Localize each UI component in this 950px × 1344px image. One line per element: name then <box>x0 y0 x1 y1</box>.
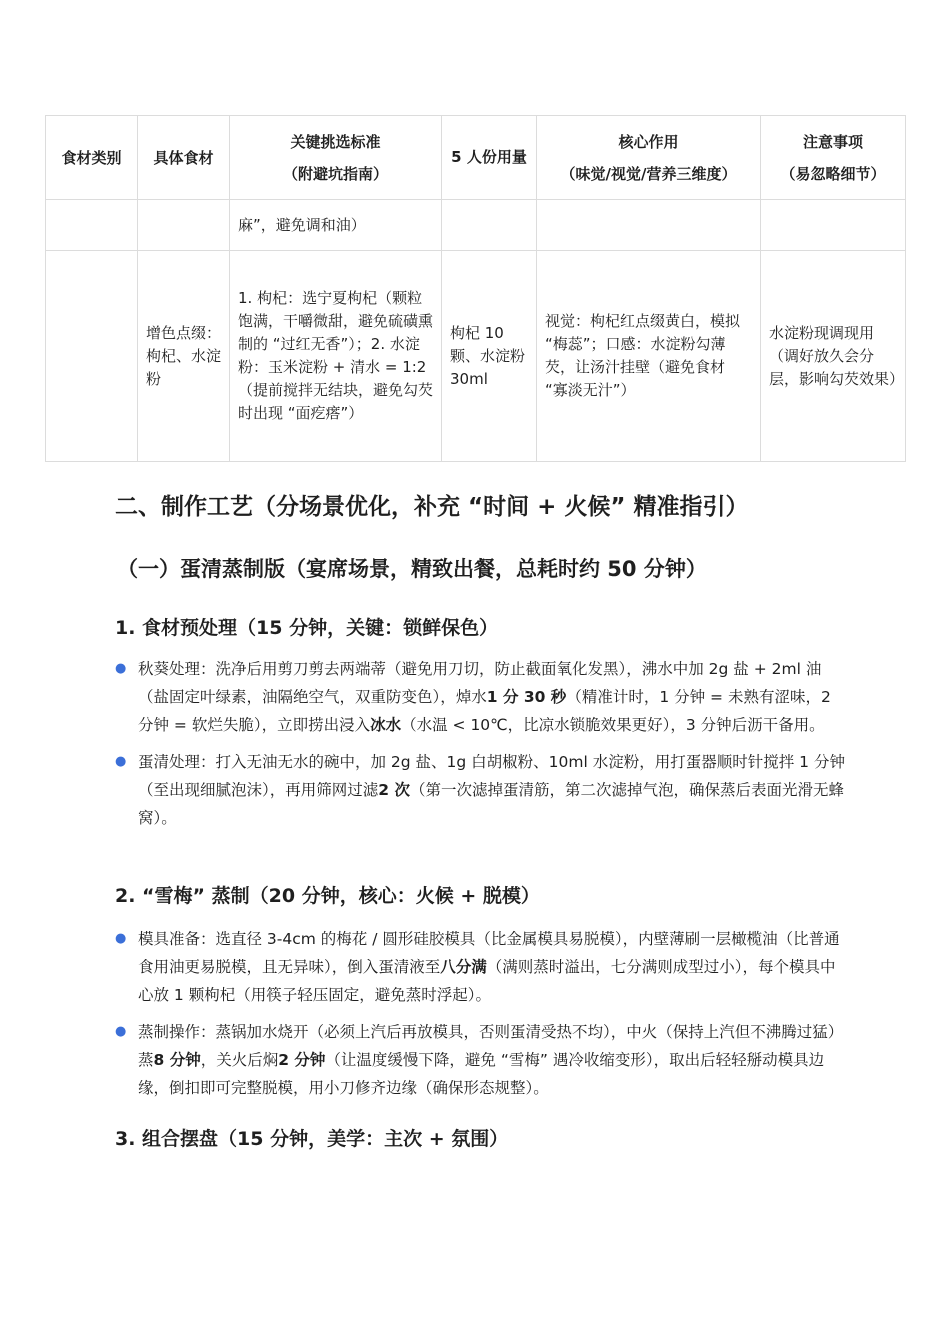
cell-category <box>46 200 138 251</box>
cell-notes: 水淀粉现调现用（调好放久会分层，影响勾芡效果） <box>761 251 906 462</box>
text-segment: ，关火后焖 <box>200 1051 279 1069</box>
cell-criteria: 麻”，避免调和油） <box>230 200 442 251</box>
step3-title: 3. 组合摆盘（15 分钟，美学：主次 + 氛围） <box>115 1128 509 1150</box>
text-segment: 秋葵处理：洗净后用剪刀剪去两端蒂（避免用刀切，防止截面氧化发黑），沸水中加 2g 盐 + 2ml 油（盐固定叶绿素，油隔绝空气，双重防变色），焯水 <box>138 660 822 706</box>
list-item <box>115 925 845 1009</box>
text-emphasis: 冰水 <box>370 716 402 734</box>
header-notes-line1: 注意事项 <box>802 132 863 151</box>
step2-title: 2. “雪梅” 蒸制（20 分钟，核心：火候 + 脱模） <box>115 885 540 907</box>
cell-food <box>138 200 230 251</box>
text-segment: 蛋清处理：打入无油无水的碗中，加 2g 盐、1g 白胡椒粉、10ml 水淀粉，用打蛋器顺时针搅拌 1 分钟（至出现细腻泡沫），再用筛网过滤 <box>138 753 845 799</box>
header-amount <box>442 116 537 200</box>
list-item <box>115 655 845 739</box>
bullet-icon: ● <box>115 754 127 769</box>
text-segment: （让温度缓慢下降，避免 “雪梅” 遇冷收缩变形），取出后轻轻掰动模具边缘，倒扣即可完整脱模，用小刀修齐边缘（确保形态规整）。 <box>138 1051 825 1097</box>
header-category: 食材类别 <box>46 116 138 200</box>
text-segment: 蒸制操作：蒸锅加水烧开（必须上汽后再放模具，否则蛋清受热不均），中火（保持上汽但不沸腾过猛）蒸 <box>138 1023 844 1069</box>
header-role-line2: （味觉/视觉/营养三维度） <box>560 164 737 183</box>
header-food: 具体食材 <box>138 116 230 200</box>
cell-category <box>46 251 138 462</box>
cell-food: 增色点缀：枸杞、水淀粉 <box>138 251 230 462</box>
step2-list <box>115 925 845 1111</box>
header-notes <box>761 116 906 200</box>
subsection-title: （一）蛋清蒸制版（宴席场景，精致出餐，总耗时约 50 分钟） <box>117 557 707 581</box>
text-segment: （第一次滤掉蛋清筋，第二次滤掉气泡，确保蒸后表面光滑无蜂窝）。 <box>138 781 844 827</box>
text-segment: （精准计时，1 分钟 = 未熟有涩味，2 分钟 = 软烂失脆），立即捞出浸入 <box>138 688 831 734</box>
header-criteria-line2: （附避坑指南） <box>282 164 388 183</box>
cell-criteria: 1. 枸杞：选宁夏枸杞（颗粒饱满，干嚼微甜，避免硫磺熏制的 “过红无香”）；2. 水淀粉：玉米淀粉 + 清水 = 1:2（提前搅拌无结块，避免勾芡时出现 “面疙瘩”） <box>230 251 442 462</box>
cell-role <box>537 200 761 251</box>
list-item <box>115 1018 845 1102</box>
ingredients-table <box>45 115 906 462</box>
section-title: 二、制作工艺（分场景优化，补充 “时间 + 火候” 精准指引） <box>115 494 749 520</box>
cell-amount <box>442 200 537 251</box>
text-emphasis: 2 分钟 <box>278 1051 326 1069</box>
header-criteria-line1: 关键挑选标准 <box>290 132 381 151</box>
header-notes-line2: （易忽略细节） <box>780 164 886 183</box>
table-row-garnish <box>46 251 906 462</box>
header-role <box>537 116 761 200</box>
step1-list <box>115 655 845 841</box>
text-emphasis: 2 次 <box>378 781 410 799</box>
text-segment: （满则蒸时溢出，七分满则成型过小），每个模具中心放 1 颗枸杞（用筷子轻压固定，避免蒸时浮起）。 <box>138 958 836 1004</box>
bullet-icon: ● <box>115 1024 127 1039</box>
text-emphasis: 八分满 <box>440 958 487 976</box>
header-criteria <box>230 116 442 200</box>
header-amount-text: 5 人份用量 <box>451 148 527 166</box>
header-role-line1: 核心作用 <box>618 132 679 151</box>
cell-role: 视觉：枸杞红点缀黄白，模拟 “梅蕊”；口感：水淀粉勾薄芡，让汤汁挂壁（避免食材 “寡淡无汁”） <box>537 251 761 462</box>
text-segment: 模具准备：选直径 3-4cm 的梅花 / 圆形硅胶模具（比金属模具易脱模），内壁薄刷一层橄榄油（比普通食用油更易脱模，且无异味），倒入蛋清液至 <box>138 930 840 976</box>
cell-notes <box>761 200 906 251</box>
bullet-icon: ● <box>115 661 127 676</box>
text-segment: （水温 < 10℃，比凉水锁脆效果更好），3 分钟后沥干备用。 <box>401 716 825 734</box>
cell-amount: 枸杞 10 颗、水淀粉 30ml <box>442 251 537 462</box>
table-header-row <box>46 116 906 200</box>
text-emphasis: 8 分钟 <box>153 1051 201 1069</box>
bullet-icon: ● <box>115 931 127 946</box>
step1-title: 1. 食材预处理（15 分钟，关键：锁鲜保色） <box>115 617 499 639</box>
text-emphasis: 1 分 30 秒 <box>486 688 567 706</box>
list-item <box>115 748 845 832</box>
table-row-continuation <box>46 200 906 251</box>
